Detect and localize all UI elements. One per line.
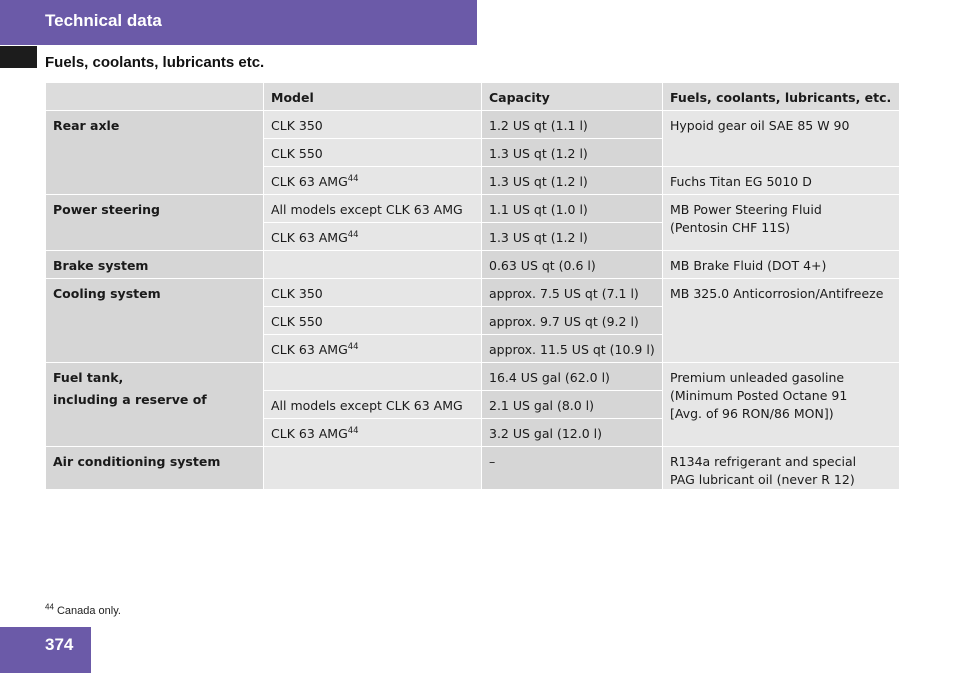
footnote-ref: 44 [347, 173, 359, 184]
fluid-cell: MB Power Steering Fluid (Pentosin CHF 11S) [663, 195, 900, 251]
footnote-marker: 44 [45, 602, 54, 612]
row-label-power-steering: Power steering [46, 195, 264, 251]
model-cell: CLK 550 [264, 139, 482, 167]
footnote-ref: 44 [347, 425, 359, 436]
fluid-cell: Hypoid gear oil SAE 85 W 90 [663, 111, 900, 167]
table-row [46, 279, 900, 307]
footnote-ref: 44 [347, 341, 359, 352]
column-header-fluids: Fuels, coolants, lubricants, etc. [663, 83, 900, 111]
footnote-text: Canada only. [53, 605, 121, 617]
capacity-cell: – [482, 447, 663, 490]
capacity-cell: 1.3 US qt (1.2 l) [482, 167, 663, 195]
row-label-rear-axle: Rear axle [46, 111, 264, 195]
footnote-ref: 44 [347, 229, 359, 240]
model-cell: CLK 350 [264, 279, 482, 307]
table-row [46, 251, 900, 279]
fluid-cell: MB 325.0 Anticorrosion/Antifreeze [663, 279, 900, 363]
section-tab-marker [0, 46, 37, 68]
model-cell: CLK 63 AMG$^{44}$ [264, 419, 482, 447]
capacity-cell: 1.3 US qt (1.2 l) [482, 223, 663, 251]
column-header-category [46, 83, 264, 111]
page-header-title: Technical data [45, 11, 162, 30]
fluid-cell: MB Brake Fluid (DOT 4+) [663, 251, 900, 279]
footnote [45, 602, 121, 617]
row-label-brake-system: Brake system [46, 251, 264, 279]
capacity-cell: 1.3 US qt (1.2 l) [482, 139, 663, 167]
model-cell: All models except CLK 63 AMG [264, 391, 482, 419]
capacity-cell: approx. 9.7 US qt (9.2 l) [482, 307, 663, 335]
capacity-cell: 2.1 US gal (8.0 l) [482, 391, 663, 419]
row-label-fuel-tank: Fuel tank, including a reserve of [46, 363, 264, 447]
row-label-cooling-system: Cooling system [46, 279, 264, 363]
model-cell [264, 447, 482, 490]
capacity-cell: approx. 7.5 US qt (7.1 l) [482, 279, 663, 307]
model-cell [264, 363, 482, 391]
fluid-cell: Fuchs Titan EG 5010 D [663, 167, 900, 195]
table-row [46, 447, 900, 490]
model-cell: CLK 63 AMG$^{44}$ [264, 223, 482, 251]
capacity-cell: 3.2 US gal (12.0 l) [482, 419, 663, 447]
capacity-cell: 1.2 US qt (1.1 l) [482, 111, 663, 139]
table-row [46, 111, 900, 139]
table-row [46, 363, 900, 391]
capacity-cell: approx. 11.5 US qt (10.9 l) [482, 335, 663, 363]
section-title: Fuels, coolants, lubricants etc. [45, 54, 265, 71]
model-cell: All models except CLK 63 AMG [264, 195, 482, 223]
page-number: 374 [45, 635, 74, 654]
capacity-cell: 16.4 US gal (62.0 l) [482, 363, 663, 391]
fluids-table [45, 82, 900, 490]
model-cell: CLK 63 AMG$^{44}$ [264, 335, 482, 363]
table-header-row [46, 83, 900, 111]
model-cell: CLK 550 [264, 307, 482, 335]
row-label-air-conditioning: Air conditioning system [46, 447, 264, 490]
capacity-cell: 1.1 US qt (1.0 l) [482, 195, 663, 223]
model-cell: CLK 63 AMG$^{44}$ [264, 167, 482, 195]
column-header-capacity: Capacity [482, 83, 663, 111]
capacity-cell: 0.63 US qt (0.6 l) [482, 251, 663, 279]
fluid-cell: R134a refrigerant and special PAG lubricant oil (never R 12) [663, 447, 900, 490]
model-cell: CLK 350 [264, 111, 482, 139]
model-cell [264, 251, 482, 279]
column-header-model: Model [264, 83, 482, 111]
table-row [46, 195, 900, 223]
fluid-cell: Premium unleaded gasoline (Minimum Posted Octane 91 [Avg. of 96 RON/86 MON]) [663, 363, 900, 447]
